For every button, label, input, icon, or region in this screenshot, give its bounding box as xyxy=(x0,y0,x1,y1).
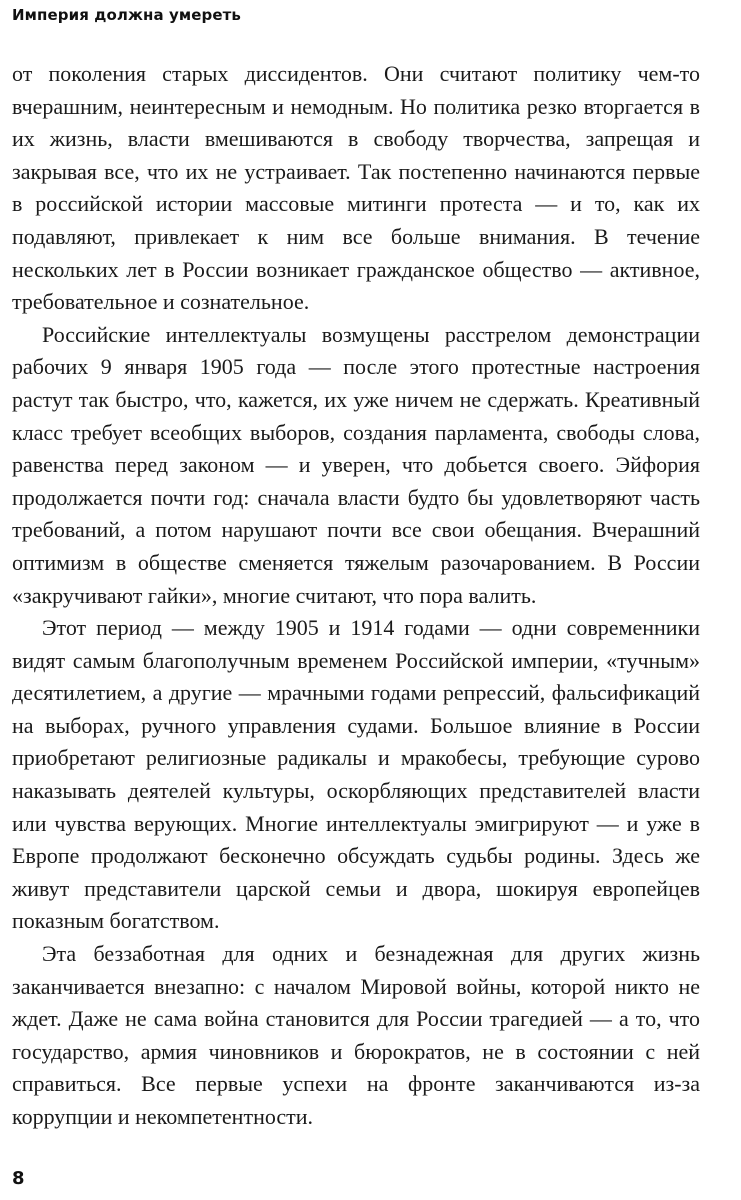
paragraph-continuation: от поколения старых диссидентов. Они считают политику чем-то вчерашним, неинтересным и немодным. Но политика резко вторгается в их жизнь, власти вмешиваются в свободу творчества, запрещая и закрывая все, что их не устраивает. Так постепенно начинаются первые в российской истории массовые митинги протеста — и то, как их подавляют, привлекает к ним все больше внимания. В течение нескольких лет в России возникает гражданское общество — активное, требовательное и сознательное. xyxy=(12,61,700,315)
running-head-title: Империя должна умереть xyxy=(12,6,241,24)
page-number: 8 xyxy=(12,1168,25,1189)
paragraph: Российские интеллектуалы возмущены расстрелом демонстрации рабочих 9 января 1905 года — после этого протестные настроения растут так быстро, что, кажется, их уже ничем не сдержать. Креативный класс требует всеобщих выборов, создания парламента, свободы слова, равенства перед законом — и уверен, что добьется своего. Эйфория продолжается почти год: сначала власти будто бы удовлетворяют часть требований, а потом нарушают почти все свои обещания. Вчерашний оптимизм в обществе сменяется тяжелым разочарованием. В России «закручивают гайки», многие считают, что пора валить. xyxy=(12,321,700,608)
paragraph: Эта беззаботная для одних и безнадежная для других жизнь заканчивается внезапно: с началом Мировой войны, которой никто не ждет. Даже не сама война становится для России трагедией — а то, что государство, армия чиновников и бюрократов, не в состоянии с ней справиться. Все первые успехи на фронте заканчиваются из-за коррупции и некомпетентности. xyxy=(12,941,700,1129)
body-text xyxy=(12,58,700,1134)
paragraph: Этот период — между 1905 и 1914 годами — одни современники видят самым благополучным временем Российской империи, «тучным» десятилетием, а другие — мрачными годами репрессий, фальсификаций на выборах, ручного управления судами. Большое влияние в России приобретают религиозные радикалы и мракобесы, требующие сурово наказывать деятелей культуры, оскорбляющих представителей власти или чувства верующих. Многие интеллектуалы эмигрируют — и уже в Европе продолжают бесконечно обсуждать судьбы родины. Здесь же живут представители царской семьи и двора, шокируя европейцев показным богатством. xyxy=(12,615,700,934)
